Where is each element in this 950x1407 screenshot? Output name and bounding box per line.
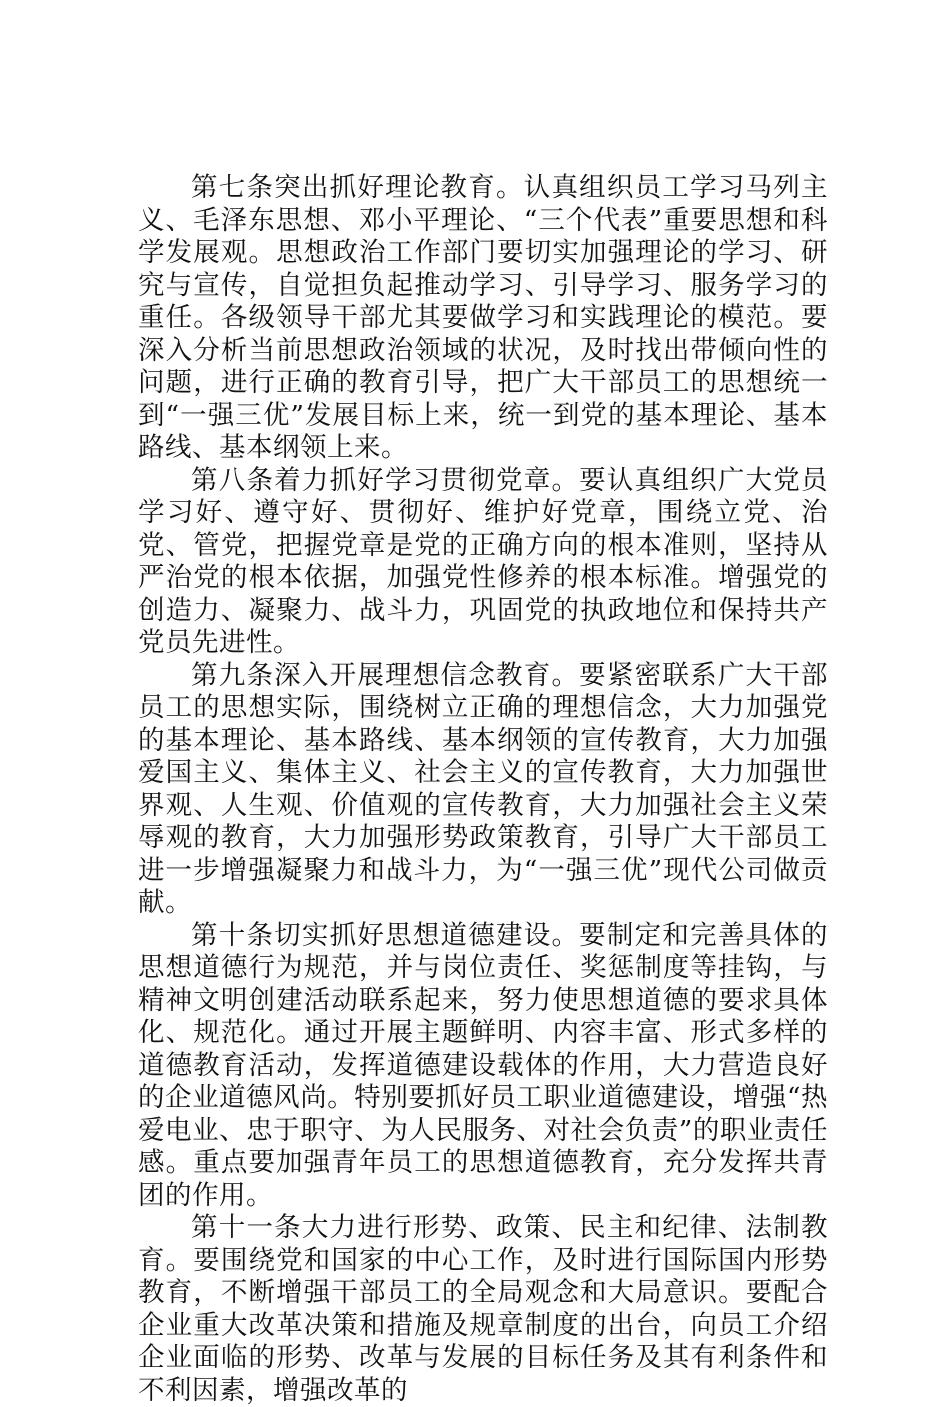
paragraph-article-10: 第十条切实抓好思想道德建设。要制定和完善具体的思想道德行为规范，并与岗位责任、奖惩制度等挂钩，与精神文明创建活动联系起来，努力使思想道德的要求具体化、规范化。通过开展主题鲜明、内容丰富、形式多样的道德教育活动，发挥道德建设载体的作用，大力营造良好的企业道德风尚。特别要抓好员工职业道德建设，增强“热爱电业、忠于职守、为人民服务、对社会负责”的职业责任感。重点要加强青年员工的思想道德教育，充分发挥共青团的作用。 [138, 919, 828, 1211]
paragraph-article-9: 第九条深入开展理想信念教育。要紧密联系广大干部员工的思想实际，围绕树立正确的理想信念，大力加强党的基本理论、基本路线、基本纲领的宣传教育，大力加强爱国主义、集体主义、社会主义的宣传教育，大力加强世界观、人生观、价值观的宣传教育，大力加强社会主义荣辱观的教育，大力加强形势政策教育，引导广大干部员工进一步增强凝聚力和战斗力，为“一强三优”现代公司做贡献。 [138, 659, 828, 918]
paragraph-article-8: 第八条着力抓好学习贯彻党章。要认真组织广大党员学习好、遵守好、贯彻好、维护好党章，围绕立党、治党、管党，把握党章是党的正确方向的根本准则，坚持从严治党的根本依据，加强党性修养的根本标准。增强党的创造力、凝聚力、战斗力，巩固党的执政地位和保持共产党员先进性。 [138, 464, 828, 658]
document-body [138, 172, 828, 1407]
paragraph-article-7: 第七条突出抓好理论教育。认真组织员工学习马列主义、毛泽东思想、邓小平理论、“三个代表”重要思想和科学发展观。思想政治工作部门要切实加强理论的学习、研究与宣传，自觉担负起推动学习、引导学习、服务学习的重任。各级领导干部尤其要做学习和实践理论的模范。要深入分析当前思想政治领域的状况，及时找出带倾向性的问题，进行正确的教育引导，把广大干部员工的思想统一到“一强三优”发展目标上来，统一到党的基本理论、基本路线、基本纲领上来。 [138, 172, 828, 463]
paragraph-article-11: 第十一条大力进行形势、政策、民主和纪律、法制教育。要围绕党和国家的中心工作，及时进行国际国内形势教育，不断增强干部员工的全局观念和大局意识。要配合企业重大改革决策和措施及规章制度的出台，向员工介绍企业面临的形势、改革与发展的目标任务及其有利条件和不利因素，增强改革的 [138, 1212, 828, 1406]
